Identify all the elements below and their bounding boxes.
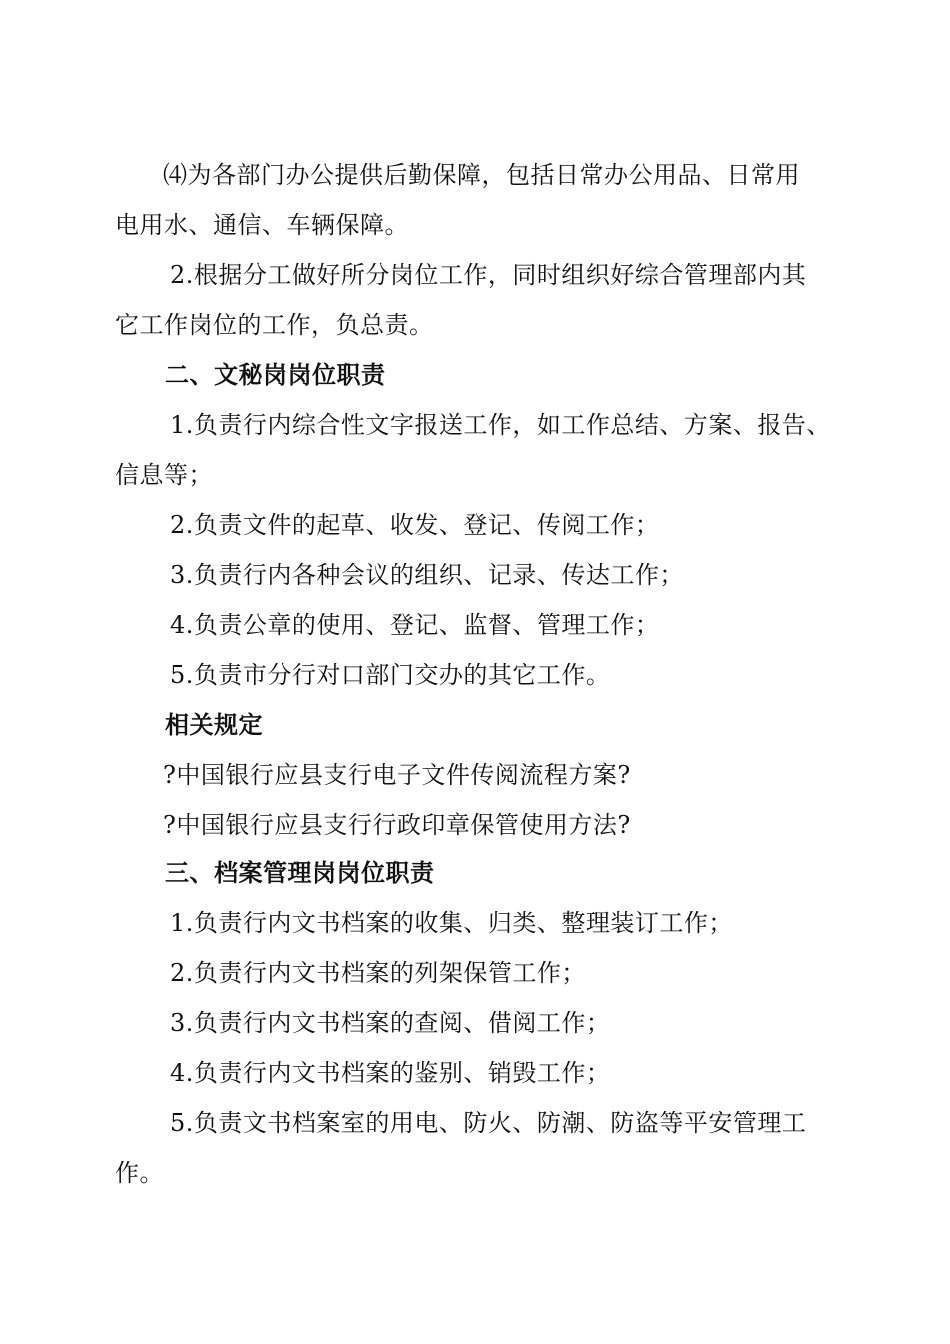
paragraph-line: 电用水、通信、车辆保障。 <box>115 211 409 239</box>
section-heading: 二、文秘岗岗位职责 <box>165 361 386 389</box>
paragraph-line: 3.负责行内各种会议的组织、记录、传达工作； <box>170 561 684 589</box>
paragraph-line: 它工作岗位的工作，负总责。 <box>115 311 434 339</box>
paragraph-line: 作。 <box>115 1159 164 1187</box>
paragraph-line: ⑷为各部门办公提供后勤保障，包括日常办公用品、日常用 <box>163 161 800 189</box>
regulation-reference: ?中国银行应县支行电子文件传阅流程方案? <box>163 761 631 789</box>
regulation-reference: ?中国银行应县支行行政印章保管使用方法? <box>163 811 631 839</box>
paragraph-line: 2.负责文件的起草、收发、登记、传阅工作； <box>170 511 660 539</box>
paragraph-line: 1.负责行内文书档案的收集、归类、整理装订工作； <box>170 909 733 937</box>
paragraph-line: 5.负责文书档案室的用电、防火、防潮、防盗等平安管理工 <box>170 1109 807 1137</box>
paragraph-line: 2.根据分工做好所分岗位工作，同时组织好综合管理部内其 <box>170 261 807 289</box>
paragraph-line: 4.负责行内文书档案的鉴别、销毁工作； <box>170 1059 611 1087</box>
paragraph-line: 5.负责市分行对口部门交办的其它工作。 <box>170 661 611 689</box>
paragraph-line: 信息等； <box>115 461 213 489</box>
paragraph-line: 4.负责公章的使用、登记、监督、管理工作； <box>170 611 660 639</box>
paragraph-line: 2.负责行内文书档案的列架保管工作； <box>170 959 586 987</box>
paragraph-line: 1.负责行内综合性文字报送工作，如工作总结、方案、报告、 <box>170 411 831 439</box>
section-heading: 相关规定 <box>165 711 263 739</box>
section-heading: 三、档案管理岗岗位职责 <box>165 859 435 887</box>
paragraph-line: 3.负责行内文书档案的查阅、借阅工作； <box>170 1009 611 1037</box>
